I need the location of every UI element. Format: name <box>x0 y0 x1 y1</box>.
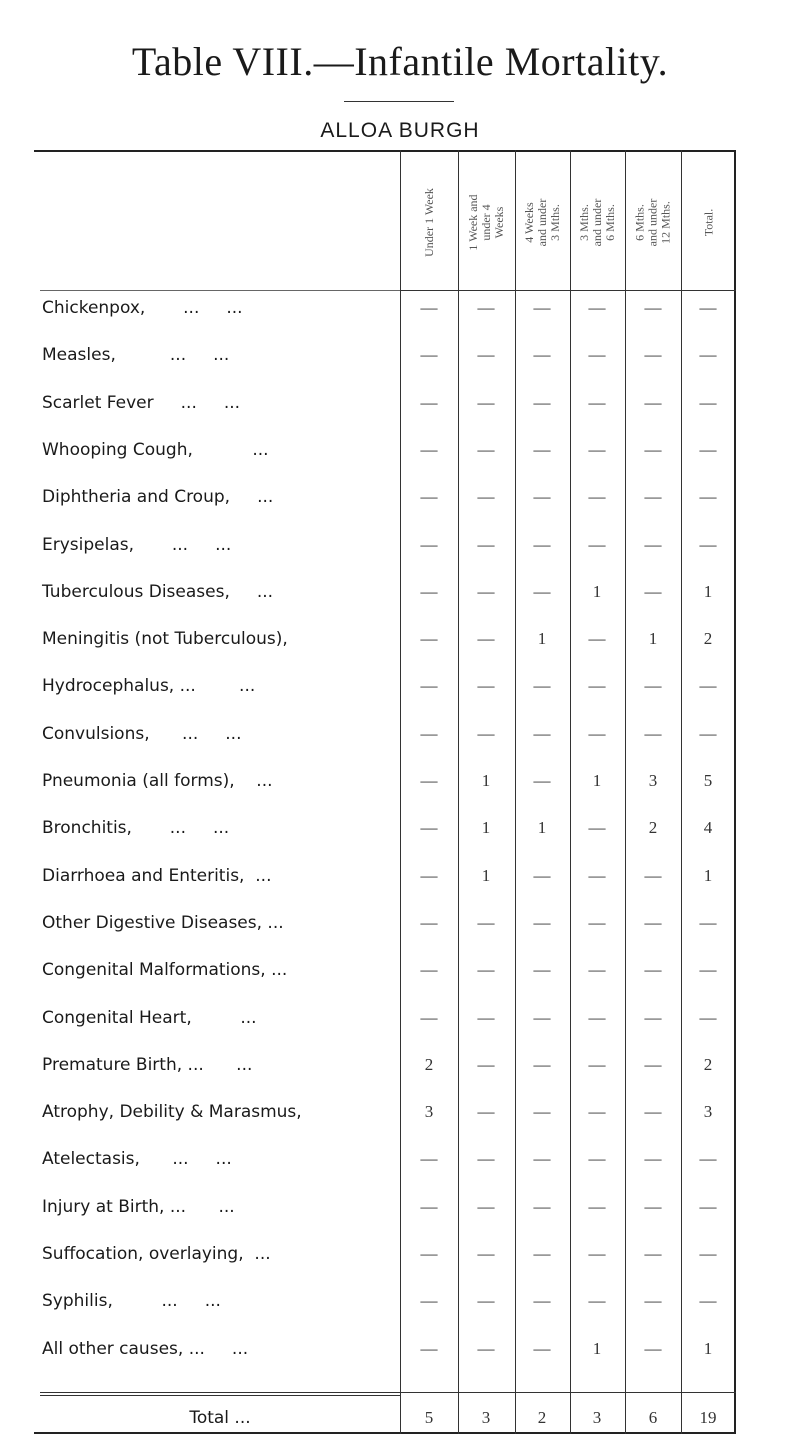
table-cell: — <box>644 440 662 459</box>
table-cell: — <box>588 1244 606 1263</box>
table-cell: 1 <box>537 818 547 837</box>
cause-label: Other Digestive Diseases, ... <box>42 913 284 933</box>
table-cell: — <box>477 535 495 554</box>
table-cell: — <box>644 1102 662 1121</box>
total-cell: 3 <box>481 1408 491 1427</box>
table-cell: — <box>699 724 717 743</box>
table-cell: — <box>533 960 551 979</box>
table-cell: — <box>699 1149 717 1168</box>
cause-label: Erysipelas, ... ... <box>42 535 232 555</box>
table-cell: 1 <box>481 771 491 790</box>
table-cell: 3 <box>648 771 658 790</box>
table-cell: — <box>699 535 717 554</box>
table-cell: 2 <box>648 818 658 837</box>
header-rule <box>400 290 736 291</box>
title-divider <box>344 101 454 102</box>
total-cell: 3 <box>592 1408 602 1427</box>
table-cell: — <box>699 345 717 364</box>
table-cell: — <box>644 1008 662 1027</box>
table-cell: — <box>533 582 551 601</box>
table-cell: 1 <box>481 818 491 837</box>
table-cell: — <box>644 1291 662 1310</box>
total-cell: 19 <box>699 1408 717 1427</box>
table-cell: — <box>533 393 551 412</box>
table-cell: — <box>588 440 606 459</box>
table-cell: — <box>533 676 551 695</box>
column-header-label: Total. <box>701 208 715 236</box>
table-cell: — <box>420 676 438 695</box>
table-cell: — <box>477 440 495 459</box>
table-cell: — <box>699 487 717 506</box>
table-cell: — <box>588 1055 606 1074</box>
cause-label: Chickenpox, ... ... <box>42 298 243 318</box>
cause-label: Hydrocephalus, ... ... <box>42 676 256 696</box>
table-cell: — <box>420 771 438 790</box>
table-cell: — <box>644 1244 662 1263</box>
table-cell: — <box>420 818 438 837</box>
header-rule <box>40 290 400 291</box>
table-cell: — <box>533 913 551 932</box>
table-cell: — <box>533 866 551 885</box>
column-header-label: 1 Week and under 4 Weeks <box>466 193 506 251</box>
table-cell: — <box>644 1149 662 1168</box>
table-cell: — <box>699 1008 717 1027</box>
table-cell: 4 <box>703 818 713 837</box>
column-header <box>515 158 570 286</box>
table-cell: — <box>699 440 717 459</box>
table-cell: 1 <box>481 866 491 885</box>
column-header <box>458 158 515 286</box>
table-cell: — <box>477 913 495 932</box>
table-cell: — <box>420 629 438 648</box>
table-cell: 5 <box>703 771 713 790</box>
table-cell: — <box>533 1291 551 1310</box>
table-cell: — <box>533 535 551 554</box>
table-row <box>0 440 800 480</box>
table-cell: — <box>644 1055 662 1074</box>
table-cell: — <box>533 298 551 317</box>
table-row <box>0 1291 800 1331</box>
total-row <box>0 1408 800 1448</box>
cause-label: Measles, ... ... <box>42 345 230 365</box>
cause-label: Convulsions, ... ... <box>42 724 242 744</box>
table-cell: — <box>420 1149 438 1168</box>
cause-label: Scarlet Fever ... ... <box>42 393 241 413</box>
total-cell: 5 <box>424 1408 434 1427</box>
cause-label: Diarrhoea and Enteritis, ... <box>42 866 272 886</box>
table-cell: — <box>644 960 662 979</box>
table-cell: — <box>533 1055 551 1074</box>
table-cell: — <box>533 345 551 364</box>
table-row <box>0 1055 800 1095</box>
table-row <box>0 724 800 764</box>
table-cell: — <box>644 724 662 743</box>
total-cell: 2 <box>537 1408 547 1427</box>
table-cell: — <box>420 1008 438 1027</box>
table-cell: 1 <box>703 866 713 885</box>
table-cell: 1 <box>703 582 713 601</box>
cause-label: Premature Birth, ... ... <box>42 1055 253 1075</box>
cause-label: Tuberculous Diseases, ... <box>42 582 274 602</box>
table-cell: — <box>588 724 606 743</box>
column-header <box>625 158 681 286</box>
table-cell: — <box>420 535 438 554</box>
table-cell: — <box>420 487 438 506</box>
table-row <box>0 393 800 433</box>
table-row <box>0 676 800 716</box>
column-header <box>570 158 625 286</box>
table-cell: 1 <box>648 629 658 648</box>
table-cell: — <box>533 1339 551 1358</box>
cause-label: All other causes, ... ... <box>42 1339 249 1359</box>
table-cell: — <box>420 960 438 979</box>
cause-label: Congenital Malformations, ... <box>42 960 288 980</box>
column-header-label: Under 1 Week <box>421 187 436 257</box>
table-cell: — <box>588 1197 606 1216</box>
table-cell: — <box>644 676 662 695</box>
table-cell: — <box>533 440 551 459</box>
table-cell: — <box>477 1244 495 1263</box>
table-cell: — <box>477 676 495 695</box>
table-row <box>0 298 800 338</box>
table-row <box>0 818 800 858</box>
table-cell: — <box>477 1339 495 1358</box>
total-label: Total ... <box>189 1408 251 1428</box>
table-cell: — <box>420 1244 438 1263</box>
table-row <box>0 535 800 575</box>
table-row <box>0 629 800 669</box>
table-cell: — <box>533 724 551 743</box>
table-cell: — <box>477 724 495 743</box>
table-cell: 1 <box>703 1339 713 1358</box>
table-cell: 2 <box>703 629 713 648</box>
table-row <box>0 345 800 385</box>
table-cell: — <box>477 1102 495 1121</box>
table-row <box>0 1149 800 1189</box>
table-cell: 1 <box>592 582 602 601</box>
table-cell: — <box>588 866 606 885</box>
table-cell: — <box>588 629 606 648</box>
table-cell: — <box>699 1291 717 1310</box>
table-cell: — <box>477 1055 495 1074</box>
table-cell: — <box>533 1197 551 1216</box>
table-cell: 2 <box>424 1055 434 1074</box>
cause-label: Diphtheria and Croup, ... <box>42 487 274 507</box>
table-cell: — <box>477 487 495 506</box>
table-cell: — <box>588 298 606 317</box>
table-cell: — <box>420 393 438 412</box>
cause-label: Pneumonia (all forms), ... <box>42 771 273 791</box>
table-cell: — <box>477 298 495 317</box>
table-cell: — <box>588 913 606 932</box>
table-cell: — <box>420 913 438 932</box>
table-cell: — <box>420 1339 438 1358</box>
table-cell: — <box>420 298 438 317</box>
cause-label: Syphilis, ... ... <box>42 1291 221 1311</box>
table-row <box>0 960 800 1000</box>
table-cell: — <box>420 724 438 743</box>
table-cell: — <box>420 866 438 885</box>
table-row <box>0 866 800 906</box>
cause-label: Atelectasis, ... ... <box>42 1149 232 1169</box>
table-cell: 1 <box>592 771 602 790</box>
table-cell: — <box>588 1102 606 1121</box>
table-cell: — <box>477 1291 495 1310</box>
table-cell: — <box>644 1197 662 1216</box>
table-cell: — <box>533 771 551 790</box>
cause-label: Atrophy, Debility & Marasmus, <box>42 1102 302 1122</box>
table-cell: — <box>699 393 717 412</box>
table-cell: 3 <box>703 1102 713 1121</box>
total-rule <box>40 1395 400 1396</box>
table-cell: — <box>477 345 495 364</box>
table-cell: 1 <box>592 1339 602 1358</box>
table-cell: — <box>699 298 717 317</box>
column-header-label: 3 Mths. and under 6 Mths. <box>577 198 617 246</box>
table-row <box>0 771 800 811</box>
table-cell: — <box>477 582 495 601</box>
table-cell: 1 <box>537 629 547 648</box>
table-cell: — <box>588 1291 606 1310</box>
table-row <box>0 1339 800 1379</box>
table-cell: — <box>644 298 662 317</box>
table-cell: — <box>588 960 606 979</box>
table-cell: — <box>588 1008 606 1027</box>
table-cell: — <box>588 487 606 506</box>
table-cell: — <box>699 676 717 695</box>
table-cell: — <box>588 1149 606 1168</box>
table-cell: — <box>477 1197 495 1216</box>
table-row <box>0 1197 800 1237</box>
table-cell: — <box>644 582 662 601</box>
column-header <box>681 158 736 286</box>
table-cell: — <box>644 535 662 554</box>
cause-label: Congenital Heart, ... <box>42 1008 257 1028</box>
table-row <box>0 582 800 622</box>
table-row <box>0 913 800 953</box>
table-cell: — <box>644 487 662 506</box>
table-cell: — <box>477 393 495 412</box>
table-cell: — <box>533 1244 551 1263</box>
table-cell: — <box>420 582 438 601</box>
table-cell: — <box>644 393 662 412</box>
table-row <box>0 1244 800 1284</box>
column-header-label: 4 Weeks and under 3 Mths. <box>522 198 562 246</box>
table-cell: — <box>477 960 495 979</box>
table-cell: — <box>533 1102 551 1121</box>
table-cell: — <box>644 913 662 932</box>
table-row <box>0 487 800 527</box>
table-cell: — <box>533 487 551 506</box>
table-row <box>0 1102 800 1142</box>
table-cell: — <box>420 345 438 364</box>
column-header-label: 6 Mths. and under 12 Mths. <box>632 198 673 246</box>
table-cell: — <box>588 393 606 412</box>
table-cell: 3 <box>424 1102 434 1121</box>
table-cell: — <box>644 866 662 885</box>
cause-label: Injury at Birth, ... ... <box>42 1197 235 1217</box>
page-title: Table VIII.—Infantile Mortality. <box>131 39 669 84</box>
cause-label: Bronchitis, ... ... <box>42 818 230 838</box>
table-cell: — <box>588 818 606 837</box>
table-cell: — <box>699 960 717 979</box>
table-cell: — <box>588 345 606 364</box>
table-cell: 2 <box>703 1055 713 1074</box>
cause-label: Whooping Cough, ... <box>42 440 269 460</box>
table-cell: — <box>699 1197 717 1216</box>
table-cell: — <box>699 1244 717 1263</box>
total-rule <box>40 1392 736 1393</box>
table-cell: — <box>420 1197 438 1216</box>
table-cell: — <box>699 913 717 932</box>
cause-label: Suffocation, overlaying, ... <box>42 1244 271 1264</box>
table-cell: — <box>477 629 495 648</box>
table-subtitle: ALLOA BURGH <box>320 119 480 142</box>
table-row <box>0 1008 800 1048</box>
column-header <box>400 158 458 286</box>
total-cell: 6 <box>648 1408 658 1427</box>
table-cell: — <box>588 676 606 695</box>
table-cell: — <box>644 1339 662 1358</box>
table-cell: — <box>644 345 662 364</box>
table-cell: — <box>477 1008 495 1027</box>
table-cell: — <box>420 440 438 459</box>
table-cell: — <box>533 1008 551 1027</box>
table-cell: — <box>588 535 606 554</box>
cause-label: Meningitis (not Tuberculous), <box>42 629 288 649</box>
table-cell: — <box>420 1291 438 1310</box>
table-cell: — <box>533 1149 551 1168</box>
table-cell: — <box>477 1149 495 1168</box>
